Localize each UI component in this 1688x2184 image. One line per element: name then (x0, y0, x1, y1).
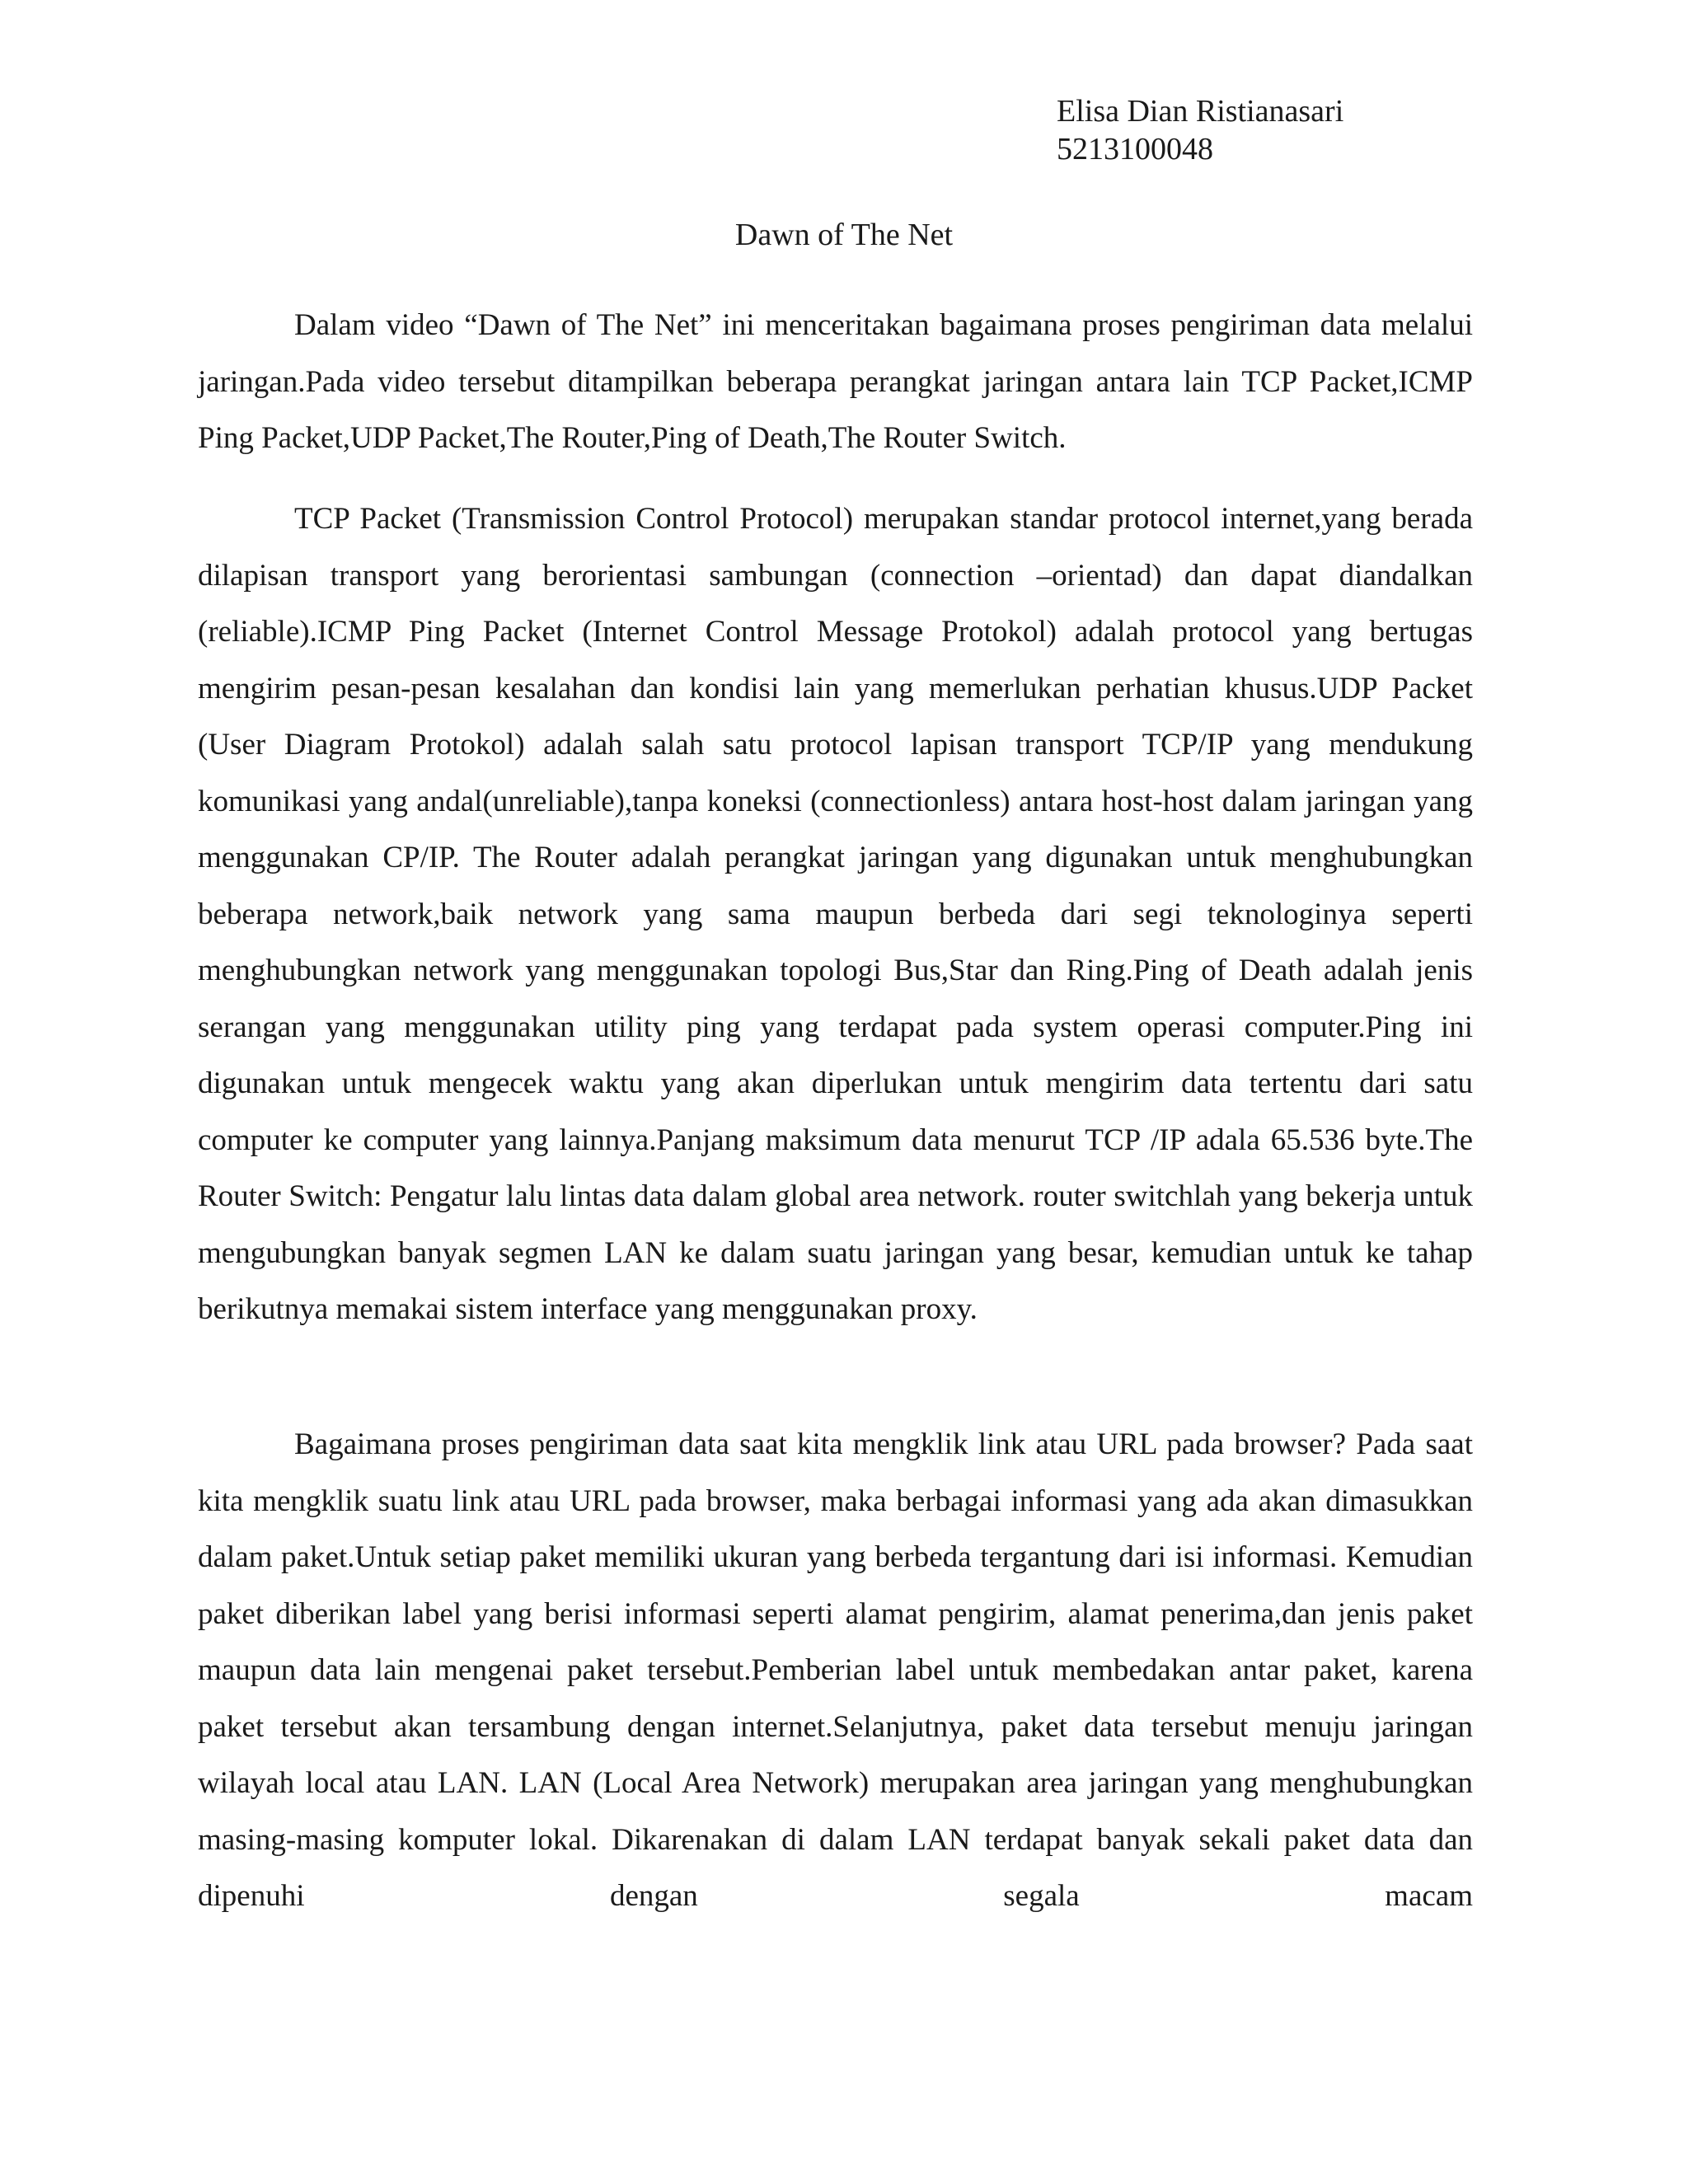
document-title: Dawn of The Net (734, 218, 954, 252)
paragraph-3: Bagaimana proses pengiriman data saat kita mengklik link atau URL pada browser? Pada saat kita mengklik suatu link atau URL pada browser, maka berbagai informasi yang ada akan dimasukkan dalam paket.Untuk setiap paket memiliki ukuran yang berbeda tergantung dari isi informasi. Kemudian paket diberikan label yang berisi informasi seperti alamat pengirim, alamat penerima,dan jenis paket maupun data lain mengenai paket tersebut.Pemberian label untuk membedakan antar paket, karena paket tersebut akan tersambung dengan internet.Selanjutnya, paket data tersebut menuju jaringan wilayah local atau LAN. LAN (Local Area Network) merupakan area jaringan yang menghubungkan masing-masing komputer lokal. Dikarenakan di dalam LAN terdapat banyak sekali paket data dan dipenuhi dengan segala macam (198, 1427, 1473, 1913)
paragraph-2-block (198, 491, 1473, 1338)
author-block (1057, 92, 1343, 168)
paragraph-2: TCP Packet (Transmission Control Protocol) merupakan standar protocol internet,yang berada dilapisan transport yang berorientasi sambungan (connection –orientad) dan dapat diandalkan (reliable).ICMP Ping Packet (Internet Control Message Protokol) adalah protocol yang bertugas mengirim pesan-pesan kesalahan dan kondisi lain yang memerlukan perhatian khusus.UDP Packet (User Diagram Protokol) adalah salah satu protocol lapisan transport TCP/IP yang mendukung komunikasi yang andal(unreliable),tanpa koneksi (connectionless) antara host-host dalam jaringan yang menggunakan CP/IP. The Router adalah perangkat jaringan yang digunakan untuk menghubungkan beberapa network,baik network yang sama maupun berbeda dari segi teknologinya seperti menghubungkan network yang menggunakan topologi Bus,Star dan Ring.Ping of Death adalah jenis serangan yang menggunakan utility ping yang terdapat pada system operasi computer.Ping ini digunakan untuk mengecek waktu yang akan diperlukan untuk mengirim data tertentu dari satu computer ke computer yang lainnya.Panjang maksimum data menurut TCP /IP adala 65.536 byte.The Router Switch: Pengatur lalu lintas data dalam global area network. router switchlah yang bekerja untuk mengubungkan banyak segmen LAN ke dalam suatu jaringan yang besar, kemudian untuk ke tahap berikutnya memakai sistem interface yang menggunakan proxy. (198, 502, 1473, 1326)
author-name: Elisa Dian Ristianasari (1057, 94, 1344, 129)
paragraph-1-block (198, 298, 1473, 467)
student-id: 5213100048 (1057, 132, 1213, 166)
paragraph-1: Dalam video “Dawn of The Net” ini menceritakan bagaimana proses pengiriman data melalui jaringan.Pada video tersebut ditampilkan beberapa perangkat jaringan antara lain TCP Packet,ICMP Ping Packet,UDP Packet,The Router,Ping of Death,The Router Switch. (198, 308, 1473, 455)
paragraph-3-block (198, 1417, 1473, 1925)
